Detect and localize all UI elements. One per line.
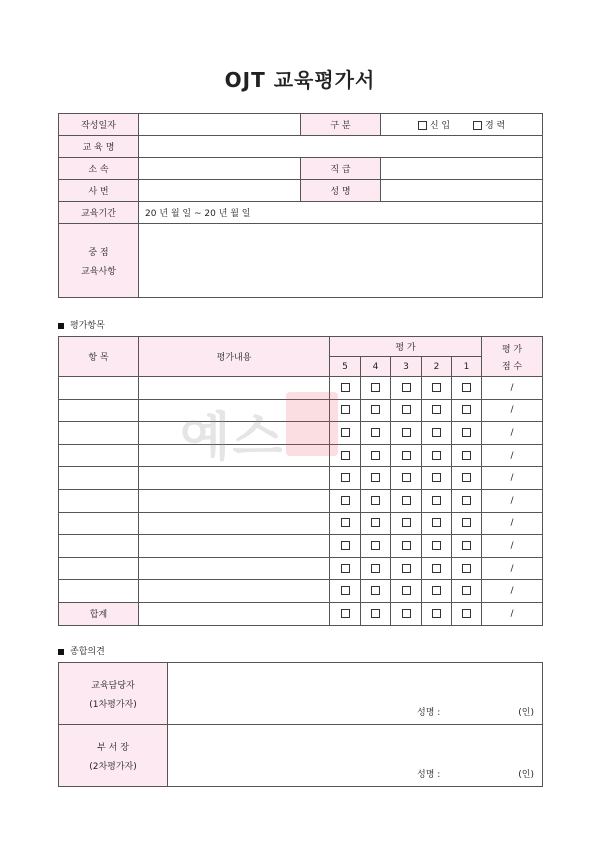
rating-cell[interactable] [422,377,452,400]
option-career[interactable] [473,121,505,131]
type-field [381,114,543,136]
rating-cell[interactable] [452,377,482,400]
checkbox[interactable] [402,451,411,460]
checkbox[interactable] [371,428,380,437]
item-cell[interactable] [59,444,139,467]
rating-cell[interactable] [422,580,452,603]
rating-cell[interactable] [422,557,452,580]
sign-label: 성명 : [417,770,441,780]
rating-cell[interactable] [391,422,422,445]
checkbox[interactable] [371,496,380,505]
content-cell[interactable] [139,580,330,603]
total-cb-3[interactable] [391,602,422,625]
option-career-label: 경 력 [484,121,506,131]
rating-cell[interactable] [422,399,452,422]
checkbox[interactable] [432,405,441,414]
table-row [59,444,543,467]
opinion-section-title [58,644,105,657]
checkbox[interactable] [402,405,411,414]
checkbox[interactable] [402,609,411,618]
checkbox[interactable] [371,405,380,414]
score-cell[interactable]: / [482,557,543,580]
table-row [59,535,543,558]
checkbox[interactable] [402,586,411,595]
checkbox[interactable] [371,609,380,618]
rating-cell[interactable] [330,557,361,580]
rating-cell[interactable] [330,489,361,512]
item-cell[interactable] [59,512,139,535]
dept-signature [417,767,534,780]
rating-cell[interactable] [330,399,361,422]
item-cell[interactable] [59,535,139,558]
checkbox[interactable] [462,428,471,437]
name-field[interactable] [381,180,543,202]
checkbox[interactable] [341,405,350,414]
score-cell[interactable]: / [482,444,543,467]
period-field[interactable]: 20 년 월 일 ~ 20 년 월 일 [139,202,543,224]
checkbox[interactable] [371,564,380,573]
dept-head-line2: (2차평가자) [89,761,137,772]
edu-evaluator-line1: 교육담당자 [91,680,135,691]
rating-cell[interactable] [452,580,482,603]
total-score[interactable]: / [482,602,543,625]
dept-head-opinion[interactable] [168,725,543,787]
checkbox[interactable] [462,383,471,392]
focus-field[interactable] [139,224,543,298]
checkbox[interactable] [402,564,411,573]
content-cell[interactable] [139,512,330,535]
total-cb-1[interactable] [452,602,482,625]
dept-label: 소 속 [59,158,139,180]
checkbox[interactable] [402,518,411,527]
rating-cell[interactable] [361,580,391,603]
dept-field[interactable] [139,158,301,180]
evaluation-section-label: 평가항목 [70,321,105,331]
score-cell[interactable]: / [482,467,543,490]
dept-head-line1: 부 서 장 [97,742,129,753]
rating-cell[interactable] [391,377,422,400]
checkbox[interactable] [341,473,350,482]
content-cell[interactable] [139,467,330,490]
checkbox[interactable] [371,518,380,527]
content-cell[interactable] [139,399,330,422]
date-field[interactable] [139,114,301,136]
rank-label: 직 급 [301,158,381,180]
checkbox[interactable] [402,383,411,392]
rating-cell[interactable] [361,489,391,512]
item-cell[interactable] [59,399,139,422]
content-cell[interactable] [139,422,330,445]
item-cell[interactable] [59,557,139,580]
item-cell[interactable] [59,467,139,490]
course-label: 교 육 명 [59,136,139,158]
item-cell[interactable] [59,489,139,512]
edu-evaluator-opinion[interactable] [168,663,543,725]
checkbox[interactable] [432,496,441,505]
rating-cell[interactable] [391,580,422,603]
checkbox[interactable] [371,451,380,460]
rating-cell[interactable] [422,489,452,512]
scale-1: 1 [452,357,482,377]
edu-signature [417,705,534,718]
scale-4: 4 [361,357,391,377]
rating-cell[interactable] [330,377,361,400]
checkbox[interactable] [432,451,441,460]
checkbox[interactable] [462,564,471,573]
checkbox[interactable] [341,496,350,505]
empno-field[interactable] [139,180,301,202]
new-checkbox[interactable] [418,121,427,130]
checkbox[interactable] [432,518,441,527]
table-row [59,512,543,535]
scale-3: 3 [391,357,422,377]
seal-label: (인) [518,708,534,718]
info-table [58,113,543,298]
edu-evaluator-label [59,663,168,725]
rating-cell[interactable] [361,557,391,580]
score-cell[interactable]: / [482,399,543,422]
content-cell[interactable] [139,444,330,467]
dept-head-label [59,725,168,787]
checkbox[interactable] [341,541,350,550]
rating-cell[interactable] [330,467,361,490]
item-header: 항 목 [59,337,139,377]
total-cb-5[interactable] [330,602,361,625]
rating-cell[interactable] [391,444,422,467]
table-row [59,399,543,422]
rating-cell[interactable] [391,557,422,580]
rating-cell[interactable] [422,467,452,490]
square-bullet-icon [58,323,64,329]
career-checkbox[interactable] [473,121,482,130]
checkbox[interactable] [462,405,471,414]
rating-cell[interactable] [422,535,452,558]
focus-label [59,224,139,298]
rating-cell[interactable] [330,422,361,445]
rating-cell[interactable] [452,557,482,580]
table-row [59,467,543,490]
content-cell[interactable] [139,377,330,400]
name-label: 성 명 [301,180,381,202]
scale-2: 2 [422,357,452,377]
table-row [59,580,543,603]
page-title: OJT 교육평가서 [224,68,376,92]
score-cell[interactable]: / [482,377,543,400]
rating-cell[interactable] [391,489,422,512]
rating-cell[interactable] [361,399,391,422]
checkbox[interactable] [462,451,471,460]
table-row [59,377,543,400]
checkbox[interactable] [432,586,441,595]
opinion-table [58,662,543,787]
evaluation-section-title [58,318,105,331]
total-content [139,602,330,625]
scale-5: 5 [330,357,361,377]
checkbox[interactable] [432,609,441,618]
checkbox[interactable] [371,586,380,595]
total-cb-4[interactable] [361,602,391,625]
rating-cell[interactable] [330,512,361,535]
checkbox[interactable] [432,564,441,573]
rating-cell[interactable] [361,377,391,400]
score-header [482,337,543,377]
rating-cell[interactable] [452,489,482,512]
focus-label-line2: 교육사항 [81,266,116,277]
checkbox[interactable] [341,518,350,527]
checkbox[interactable] [432,428,441,437]
checkbox[interactable] [462,541,471,550]
checkbox[interactable] [432,473,441,482]
rating-cell[interactable] [391,467,422,490]
total-label: 합계 [59,602,139,625]
rating-cell[interactable] [452,444,482,467]
checkbox[interactable] [341,451,350,460]
rating-cell[interactable] [452,467,482,490]
table-row [59,557,543,580]
checkbox[interactable] [402,541,411,550]
focus-label-line1: 중 점 [88,247,109,258]
checkbox[interactable] [371,383,380,392]
content-cell[interactable] [139,557,330,580]
rating-cell[interactable] [330,444,361,467]
checkbox[interactable] [432,541,441,550]
date-label: 작성일자 [59,114,139,136]
checkbox[interactable] [462,586,471,595]
rating-cell[interactable] [361,512,391,535]
content-cell[interactable] [139,535,330,558]
checkbox[interactable] [341,564,350,573]
empno-label: 사 번 [59,180,139,202]
rating-cell[interactable] [422,444,452,467]
rating-cell[interactable] [422,422,452,445]
table-row [59,422,543,445]
rating-cell[interactable] [422,512,452,535]
content-header: 평가내용 [139,337,330,377]
rating-cell[interactable] [361,422,391,445]
sign-label: 성명 : [417,708,441,718]
rating-cell[interactable] [330,535,361,558]
option-new-label: 신 입 [429,121,451,131]
checkbox[interactable] [402,428,411,437]
score-cell[interactable]: / [482,535,543,558]
checkbox[interactable] [432,383,441,392]
table-row [59,489,543,512]
rating-cell[interactable] [391,399,422,422]
rating-cell[interactable] [361,467,391,490]
option-new[interactable] [418,121,450,131]
score-cell[interactable]: / [482,512,543,535]
checkbox[interactable] [462,473,471,482]
evaluation-table [58,336,543,626]
edu-evaluator-line2: (1차평가자) [89,699,137,710]
score-header-line2: 점 수 [501,361,523,372]
eval-header: 평 가 [330,337,482,357]
checkbox[interactable] [462,609,471,618]
total-cb-2[interactable] [422,602,452,625]
rating-cell[interactable] [361,444,391,467]
rating-cell[interactable] [361,535,391,558]
checkbox[interactable] [341,609,350,618]
rating-cell[interactable] [452,399,482,422]
checkbox[interactable] [402,496,411,505]
total-row [59,602,543,625]
checkbox[interactable] [341,428,350,437]
checkbox[interactable] [341,586,350,595]
checkbox[interactable] [402,473,411,482]
rating-cell[interactable] [452,422,482,445]
score-header-line1: 평 가 [501,344,523,355]
score-cell[interactable]: / [482,489,543,512]
checkbox[interactable] [462,518,471,527]
period-label: 교육기간 [59,202,139,224]
seal-label: (인) [518,770,534,780]
evaluation-rows [59,377,543,603]
rating-cell[interactable] [452,535,482,558]
checkbox[interactable] [371,541,380,550]
score-cell[interactable]: / [482,422,543,445]
type-label: 구 분 [301,114,381,136]
square-bullet-icon [58,649,64,655]
opinion-section-label: 종합의견 [70,647,105,657]
item-cell[interactable] [59,422,139,445]
checkbox[interactable] [341,383,350,392]
item-cell[interactable] [59,580,139,603]
checkbox[interactable] [462,496,471,505]
checkbox[interactable] [371,473,380,482]
content-cell[interactable] [139,489,330,512]
rating-cell[interactable] [391,512,422,535]
course-field[interactable] [139,136,543,158]
rating-cell[interactable] [330,580,361,603]
rating-cell[interactable] [452,512,482,535]
rank-field[interactable] [381,158,543,180]
item-cell[interactable] [59,377,139,400]
rating-cell[interactable] [391,535,422,558]
watermark: 예스 [180,408,285,468]
score-cell[interactable]: / [482,580,543,603]
